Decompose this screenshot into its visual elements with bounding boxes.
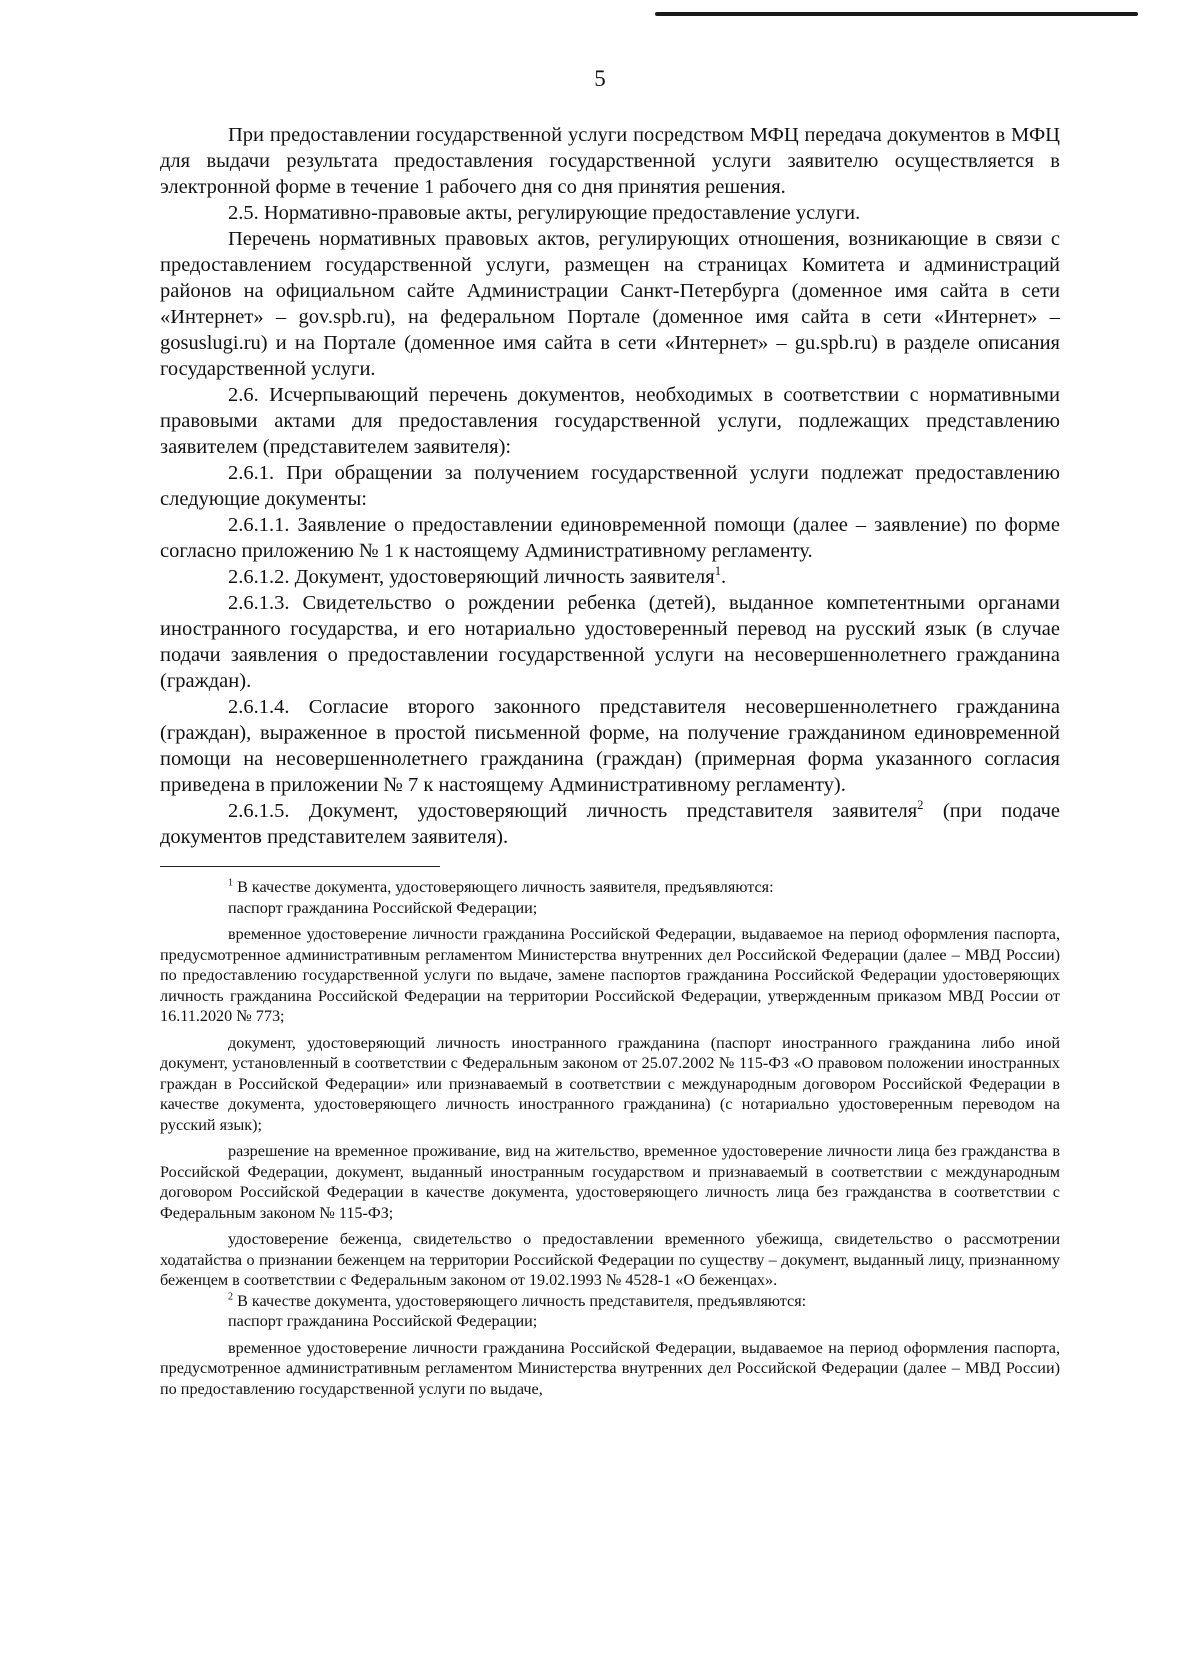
paragraph-text: .	[721, 566, 727, 588]
footnote-mark: 1	[228, 877, 234, 889]
footnote: паспорт гражданина Российской Федерации;	[228, 1312, 538, 1330]
footnote	[160, 1291, 1060, 1312]
section-heading-2-5: 2.5. Нормативно-правовые акты, регулирующие предоставление услуги.	[228, 202, 861, 224]
section-heading-2-6: 2.6. Исчерпывающий перечень документов, необходимых в соответствии с нормативными правовыми актами для предоставления государственной услуги, подлежащих представлению заявителем (представителем заявителя):	[160, 384, 1060, 458]
paragraph: 2.6.1.1. Заявление о предоставлении единовременной помощи (далее – заявление) по форме согласно приложению № 1 к настоящему Административному регламенту.	[160, 514, 1060, 562]
footnote-mark: 2	[228, 1291, 234, 1303]
footnote	[160, 877, 1060, 898]
scan-edge-line	[655, 12, 1138, 16]
footnote: временное удостоверение личности гражданина Российской Федерации, выдаваемое на период оформления паспорта, предусмотренное административным регламентом Министерства внутренних дел Российской Федерации (далее – МВД России) по предоставлению государственной услуги по выдаче,	[160, 1338, 1060, 1398]
footnote-ref: 2	[917, 798, 924, 813]
footnote: разрешение на временное проживание, вид на жительство, временное удостоверение личности лица без гражданства в Российской Федерации, документ, выданный иностранным государством и признаваемый в соответствии с международным договором Российской Федерации в качестве документа, удостоверяющего личность лица без гражданства в соответствии с Федеральным законом № 115-ФЗ;	[160, 1142, 1060, 1222]
paragraph: Перечень нормативных правовых актов, регулирующих отношения, возникающие в связи с предоставлением государственной услуги, размещен на страницах Комитета и администраций районов на официальном сайте Администрации Санкт-Петербурга (доменное имя сайта в сети «Интернет» – gov.spb.ru), на федеральном Портале (доменное имя сайта в сети «Интернет» – gosuslugi.ru) и на Портале (доменное имя сайта в сети «Интернет» – gu.spb.ru) в разделе описания государственной услуги.	[160, 228, 1060, 380]
footnote: временное удостоверение личности гражданина Российской Федерации, выдаваемое на период оформления паспорта, предусмотренное административным регламентом Министерства внутренних дел Российской Федерации (далее – МВД России) по предоставлению государственной услуги по выдаче, замене паспортов гражданина Российской Федерации удостоверяющих личность гражданина Российской Федерации на территории Российской Федерации, утвержденным приказом МВД России от 16.11.2020 № 773;	[160, 925, 1060, 1025]
footnote: паспорт гражданина Российской Федерации;	[228, 898, 538, 917]
footnotes	[160, 877, 1060, 1399]
paragraph: 2.6.1.3. Свидетельство о рождении ребенка (детей), выданное компетентными органами иностранного государства, и его нотариально удостоверенный перевод на русский язык (в случае подачи заявления о предоставлении государственной услуги на несовершеннолетнего гражданина (граждан).	[160, 592, 1060, 692]
footnote: удостоверение беженца, свидетельство о предоставлении временного убежища, свидетельство о рассмотрении ходатайства о признании беженцем на территории Российской Федерации по существу – документ, выданный лицу, признанному беженцем в соответствии с Федеральным законом от 19.02.1993 № 4528-1 «О беженцах».	[160, 1230, 1060, 1289]
footnote: документ, удостоверяющий личность иностранного гражданина (паспорт иностранного гражданина либо иной документ, установленный в соответствии с Федеральным законом от 25.07.2002 № 115-ФЗ «О правовом положении иностранных граждан в Российской Федерации» или признаваемый в соответствии с международным договором Российской Федерации в качестве документа, удостоверяющего личность иностранного гражданина) (с нотариально удостоверенным переводом на русский язык);	[160, 1033, 1060, 1134]
footnote-divider	[160, 866, 440, 867]
paragraph-text: (при подаче документов представителем заявителя).	[160, 800, 1061, 848]
paragraph-text: 2.6.1.2. Документ, удостоверяющий личность заявителя	[228, 566, 715, 588]
paragraph: 2.6.1. При обращении за получением государственной услуги подлежат предоставлению следующие документы:	[160, 462, 1060, 510]
footnote-ref: 1	[714, 564, 722, 579]
page-number: 5	[594, 66, 606, 91]
paragraph: 2.6.1.4. Согласие второго законного представителя несовершеннолетнего гражданина (граждан), выраженное в простой письменной форме, на получение гражданином единовременной помощи на несовершеннолетнего гражданина (граждан) (примерная форма указанного согласия приведена в приложении № 7 к настоящему Административному регламенту).	[160, 696, 1060, 796]
body-text	[160, 122, 1060, 850]
paragraph	[160, 798, 1060, 850]
paragraph-text: 2.6.1.5. Документ, удостоверяющий личность представителя заявителя	[228, 800, 918, 822]
footnote-text: В качестве документа, удостоверяющего личность представителя, предъявляются:	[237, 1291, 807, 1310]
paragraph	[160, 564, 1060, 590]
paragraph: При предоставлении государственной услуги посредством МФЦ передача документов в МФЦ для выдачи результата предоставления государственной услуги заявителю осуществляется в электронной форме в течение 1 рабочего дня со дня принятия решения.	[160, 124, 1060, 198]
footnote-text: В качестве документа, удостоверяющего личность заявителя, предъявляются:	[237, 878, 774, 896]
page-content	[160, 122, 1060, 1399]
